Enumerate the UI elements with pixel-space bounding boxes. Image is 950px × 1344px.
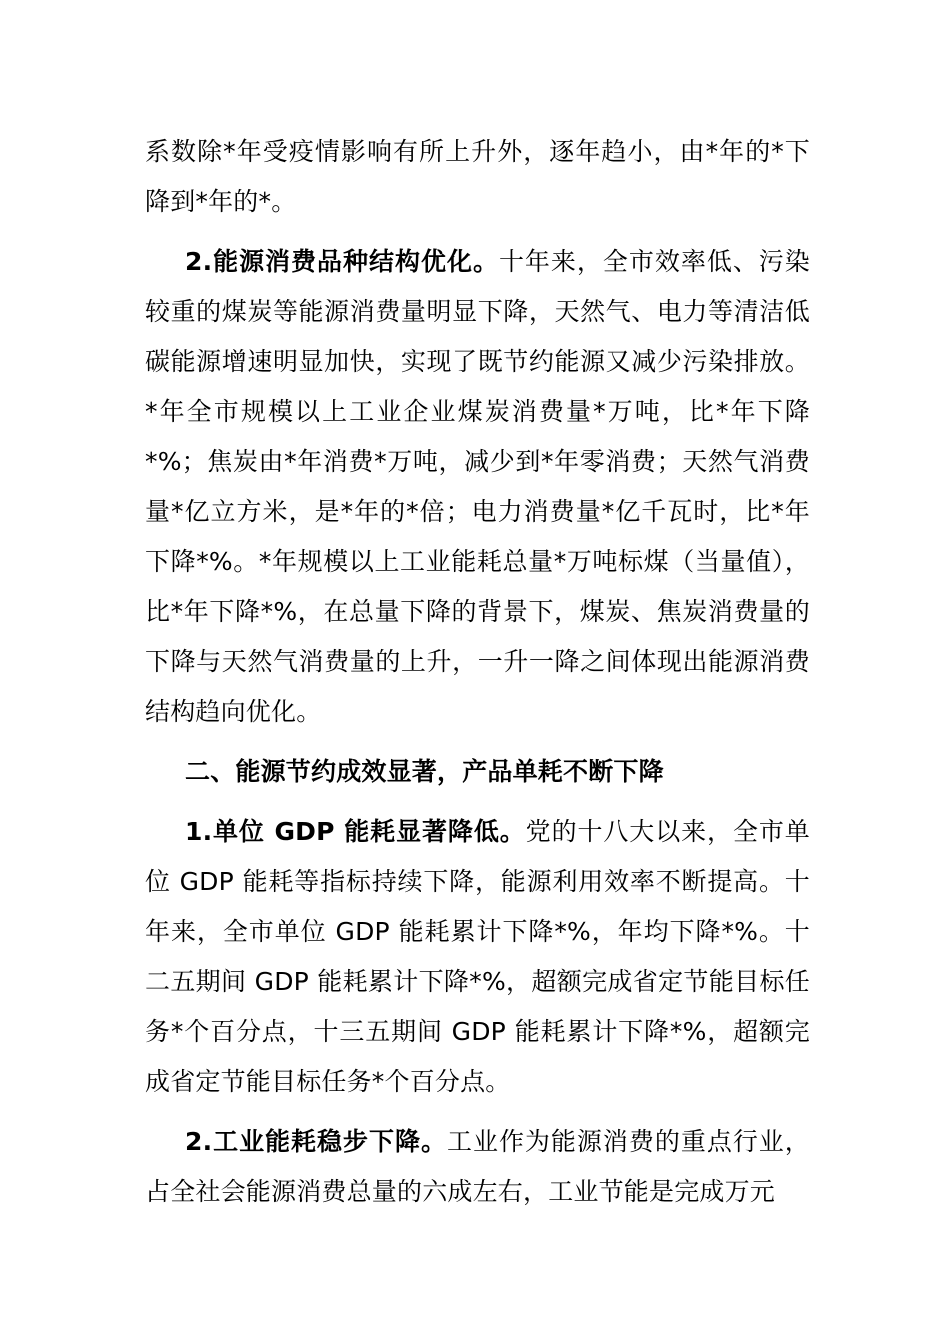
paragraph-industrial-energy xyxy=(145,1117,810,1217)
paragraph-gdp-energy xyxy=(145,807,810,1107)
document-body xyxy=(145,127,810,1217)
paragraph-title: 2.工业能耗稳步下降。 xyxy=(185,1127,447,1156)
paragraph-text: 十年来，全市效率低、污染较重的煤炭等能源消费量明显下降，天然气、电力等清洁低碳能源增速明显加快，实现了既节约能源又减少污染排放。*年全市规模以上工业企业煤炭消费量*万吨，比*年下降*%；焦炭由*年消费*万吨，减少到*年零消费；天然气消费量*亿立方米，是*年的*倍；电力消费量*亿千瓦时，比*年下降*%。*年规模以上工业能耗总量*万吨标煤（当量值），比*年下降*%，在总量下降的背景下，煤炭、焦炭消费量的下降与天然气消费量的上升，一升一降之间体现出能源消费结构趋向优化。 xyxy=(145,247,810,726)
section-heading: 二、能源节约成效显著，产品单耗不断下降 xyxy=(185,757,664,786)
paragraph-text: 党的十八大以来，全市单位 GDP 能耗等指标持续下降，能源利用效率不断提高。十年来，全市单位 GDP 能耗累计下降*%，年均下降*%。十二五期间 GDP 能耗累计下降*%，超额完成省定节能目标任务*个百分点，十三五期间 GDP 能耗累计下降*%，超额完成省定节能目标任务*个百分点。 xyxy=(145,817,810,1096)
paragraph-title: 2.能源消费品种结构优化。 xyxy=(185,247,499,276)
paragraph-energy-structure xyxy=(145,237,810,737)
paragraph-continuation: 系数除*年受疫情影响有所上升外，逐年趋小，由*年的*下降到*年的*。 xyxy=(145,137,810,216)
paragraph-title: 1.单位 GDP 能耗显著降低。 xyxy=(185,817,526,846)
paragraph-text: 工业作为能源消费的重点行业，占全社会能源消费总量的六成左右，工业节能是完成万元 xyxy=(145,1127,810,1206)
